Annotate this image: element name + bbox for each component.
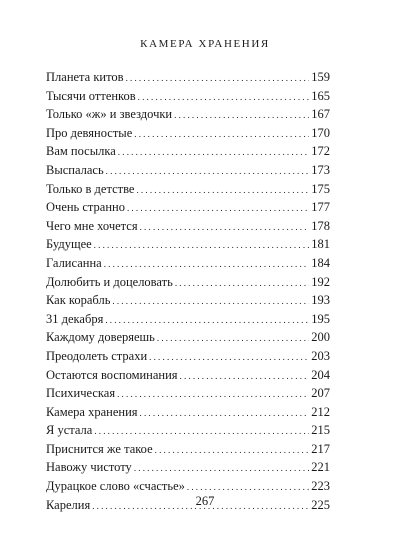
toc-entry-title: Планета китов xyxy=(46,70,124,84)
toc-entry-title: Очень странно xyxy=(46,200,125,215)
toc-entry-title: Выспалась xyxy=(46,162,104,177)
toc-entry-title: Карелия xyxy=(46,497,91,512)
toc-entry-page: 225 xyxy=(311,497,330,512)
running-head: КАМЕРА ХРАНЕНИЯ xyxy=(140,38,270,50)
toc-entry-title: Будущее xyxy=(46,237,92,252)
toc-entry xyxy=(46,161,330,180)
toc-entry xyxy=(46,105,330,124)
toc-entry-page: 193 xyxy=(311,293,330,308)
toc-entry xyxy=(46,366,330,385)
toc-entry xyxy=(46,198,330,217)
toc-entry xyxy=(46,273,330,292)
toc-entry xyxy=(46,291,330,310)
toc-entry-title: Психическая xyxy=(46,386,116,401)
toc-dot-leader xyxy=(134,459,309,478)
toc-entry-page: 181 xyxy=(311,237,330,252)
toc-entry-page: 217 xyxy=(311,441,330,456)
toc-entry-title: Дурацкое слово «счастье» xyxy=(46,479,185,494)
toc-entry-title: Навожу чистоту xyxy=(46,460,132,475)
toc-entry-title: 31 декабря xyxy=(46,311,104,326)
toc-entry-page: 184 xyxy=(311,255,330,270)
toc-entry-page: 167 xyxy=(311,107,330,122)
toc-entry-page: 203 xyxy=(311,348,330,363)
toc-entry-page: 223 xyxy=(311,479,330,494)
toc-entry-page: 212 xyxy=(311,404,330,419)
toc-dot-leader xyxy=(149,348,309,367)
toc-entry-title: Остаются воспоминания xyxy=(46,367,178,382)
toc-dot-leader xyxy=(157,329,309,348)
toc-dot-leader xyxy=(155,441,310,460)
toc-dot-leader xyxy=(94,236,310,255)
toc-dot-leader xyxy=(126,69,310,88)
toc-entry xyxy=(46,477,330,496)
toc-entry-title: Тысячи оттенков xyxy=(46,88,136,103)
toc-entry xyxy=(46,124,330,143)
toc-entry-title: Галисанна xyxy=(46,255,102,270)
toc-entry-title: Про девяностые xyxy=(46,125,133,140)
toc-entry-title: Каждому доверяешь xyxy=(46,330,155,345)
toc-dot-leader xyxy=(180,367,310,386)
toc-entry-page: 177 xyxy=(311,200,330,215)
toc-entry xyxy=(46,68,330,87)
toc-entry-page: 200 xyxy=(311,330,330,345)
toc-entry xyxy=(46,440,330,459)
toc-dot-leader xyxy=(106,162,310,181)
toc-entry-page: 195 xyxy=(311,311,330,326)
toc-dot-leader xyxy=(127,199,309,218)
toc-entry-page: 204 xyxy=(311,367,330,382)
toc-entry-title: Я устала xyxy=(46,423,93,438)
toc-entry-title: Чего мне хочется xyxy=(46,218,138,233)
toc-dot-leader xyxy=(112,292,309,311)
toc-dot-leader xyxy=(136,181,309,200)
table-of-contents xyxy=(46,68,330,514)
toc-dot-leader xyxy=(117,385,309,404)
toc-entry-page: 159 xyxy=(311,70,330,84)
toc-dot-leader xyxy=(105,311,309,330)
toc-entry-page: 207 xyxy=(311,386,330,401)
toc-entry-page: 172 xyxy=(311,144,330,159)
toc-entry-page: 178 xyxy=(311,218,330,233)
toc-dot-leader xyxy=(174,106,309,125)
toc-entry-title: Приснится же такое xyxy=(46,441,153,456)
toc-entry-title: Преодолеть страхи xyxy=(46,348,148,363)
toc-entry-title: Только «ж» и звездочки xyxy=(46,107,173,122)
toc-entry-page: 165 xyxy=(311,88,330,103)
toc-dot-leader xyxy=(140,404,310,423)
toc-dot-leader xyxy=(118,143,309,162)
toc-entry-page: 215 xyxy=(311,423,330,438)
toc-entry xyxy=(46,235,330,254)
toc-entry-page: 192 xyxy=(311,274,330,289)
toc-entry-title: Долюбить и доцеловать xyxy=(46,274,173,289)
toc-entry-page: 173 xyxy=(311,162,330,177)
toc-entry-page: 175 xyxy=(311,181,330,196)
toc-entry xyxy=(46,310,330,329)
toc-dot-leader xyxy=(94,422,309,441)
toc-dot-leader xyxy=(104,255,310,274)
toc-entry xyxy=(46,384,330,403)
toc-entry-title: Камера хранения xyxy=(46,404,138,419)
toc-dot-leader xyxy=(138,88,310,107)
toc-entry xyxy=(46,217,330,236)
toc-entry-page: 170 xyxy=(311,125,330,140)
toc-entry xyxy=(46,458,330,477)
toc-entry xyxy=(46,254,330,273)
toc-entry xyxy=(46,421,330,440)
toc-entry xyxy=(46,180,330,199)
toc-dot-leader xyxy=(140,218,310,237)
toc-entry xyxy=(46,328,330,347)
toc-entry xyxy=(46,347,330,366)
toc-entry xyxy=(46,403,330,422)
toc-entry-title: Вам посылка xyxy=(46,144,116,159)
toc-dot-leader xyxy=(134,125,309,144)
toc-dot-leader xyxy=(175,274,309,293)
toc-entry-page: 221 xyxy=(311,460,330,475)
toc-entry xyxy=(46,87,330,106)
toc-entry-title: Как корабль xyxy=(46,293,111,308)
toc-entry-title: Только в детстве xyxy=(46,181,135,196)
page-number: 267 xyxy=(195,494,215,508)
toc-entry xyxy=(46,142,330,161)
